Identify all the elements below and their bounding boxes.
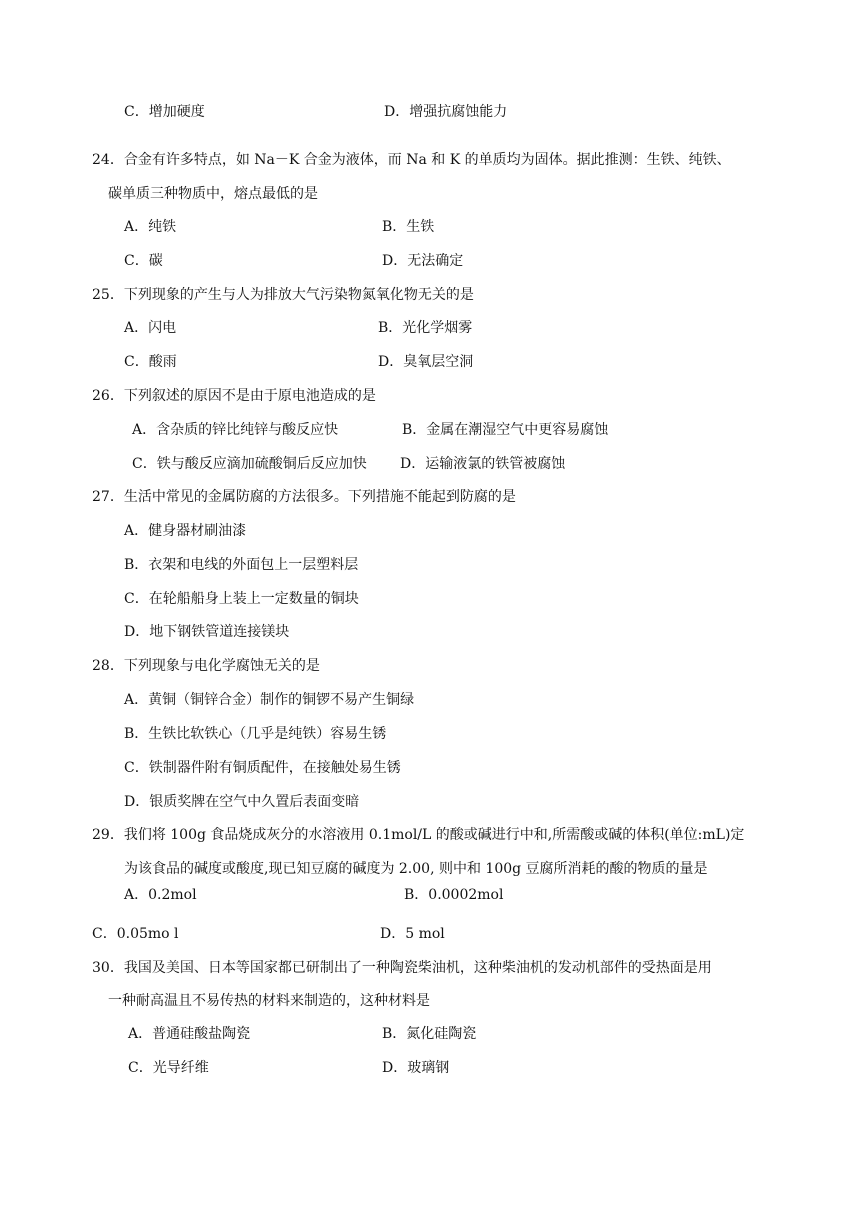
option-b: B．金属在潮湿空气中更容易腐蚀: [402, 422, 609, 438]
question-27-stem: 27．生活中常见的金属防腐的方法很多。下列措施不能起到防腐的是: [92, 489, 516, 505]
question-25-stem: 25．下列现象的产生与人为排放大气污染物氮氧化物无关的是: [92, 287, 474, 303]
option-b: B．衣架和电线的外面包上一层塑料层: [124, 557, 359, 573]
question-29-stem-cont: 为该食品的碱度或酸度,现已知豆腐的碱度为 2.00, 则中和 100g 豆腐所消耗的酸的物质的量是: [124, 861, 708, 877]
option-b: B．氮化硅陶瓷: [382, 1026, 477, 1042]
option-d: D．5 mol: [380, 926, 445, 942]
option-d: D．运输液氯的铁管被腐蚀: [400, 456, 566, 472]
option-d: D．玻璃钢: [382, 1060, 450, 1076]
option-a: A．含杂质的锌比纯锌与酸反应快: [132, 422, 339, 438]
option-c: C．碳: [124, 253, 163, 269]
option-a: A．闪电: [124, 320, 177, 336]
option-d: D．臭氧层空洞: [378, 354, 474, 370]
question-24-stem-cont: 碳单质三种物质中，熔点最低的是: [108, 186, 318, 202]
question-26-stem: 26．下列叙述的原因不是由于原电池造成的是: [92, 388, 376, 404]
option-c: C．0.05mo l: [92, 926, 179, 942]
question-24-stem: 24．合金有许多特点，如 Na－K 合金为液体，而 Na 和 K 的单质均为固体。据此推测：生铁、纯铁、: [92, 152, 731, 168]
option-b: B．生铁: [382, 219, 435, 235]
option-c: C．光导纤维: [128, 1060, 209, 1076]
option-c: C．铁与酸反应滴加硫酸铜后反应加快: [132, 456, 367, 472]
option-d: D．无法确定: [382, 253, 464, 269]
option-a: A．0.2mol: [124, 887, 197, 903]
option-a: A．纯铁: [124, 219, 177, 235]
question-30-stem-cont: 一种耐高温且不易传热的材料来制造的，这种材料是: [108, 993, 430, 1009]
option-c: C．增加硬度: [124, 104, 205, 120]
option-d: D．增强抗腐蚀能力: [384, 104, 508, 120]
option-c: C．在轮船船身上装上一定数量的铜块: [124, 591, 359, 607]
option-a: A．普通硅酸盐陶瓷: [128, 1026, 251, 1042]
option-d: D．银质奖牌在空气中久置后表面变暗: [124, 794, 360, 810]
option-b: B．生铁比软铁心（几乎是纯铁）容易生锈: [124, 726, 387, 742]
option-c: C．酸雨: [124, 354, 177, 370]
option-c: C．铁制器件附有铜质配件，在接触处易生锈: [124, 760, 401, 776]
option-a: A．黄铜（铜锌合金）制作的铜锣不易产生铜绿: [124, 692, 415, 708]
option-d: D．地下钢铁管道连接镁块: [124, 624, 290, 640]
question-29-stem: 29．我们将 100g 食品烧成灰分的水溶液用 0.1mol/L 的酸或碱进行中和,所需酸或碱的体积(单位:mL)定: [92, 827, 745, 843]
option-b: B．0.0002mol: [404, 887, 504, 903]
option-a: A．健身器材刷油漆: [124, 523, 247, 539]
question-30-stem: 30．我国及美国、日本等国家都已研制出了一种陶瓷柴油机，这种柴油机的发动机部件的受热面是用: [92, 960, 712, 976]
question-28-stem: 28．下列现象与电化学腐蚀无关的是: [92, 658, 320, 674]
option-b: B．光化学烟雾: [378, 320, 473, 336]
